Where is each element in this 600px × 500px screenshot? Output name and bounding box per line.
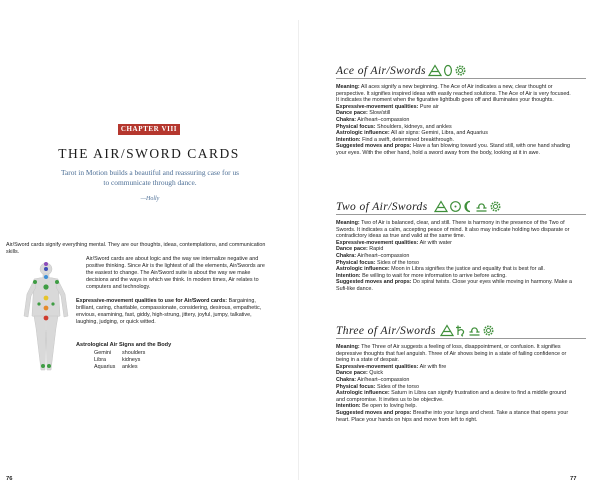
gear-wheel-icon <box>482 324 495 337</box>
field-line <box>336 410 574 423</box>
field-label: Dance pace: <box>336 246 368 253</box>
field-label: Physical focus: <box>336 383 376 390</box>
field-value: Have a fan blowing toward you. Stand still, with one hand shading your eyes. With the other hand, hold a sword away from the body, looking at it in awe. <box>336 143 571 156</box>
shoulder-marker-right <box>55 280 59 284</box>
heart-chakra <box>43 284 48 289</box>
card-symbols <box>434 198 502 214</box>
field-line <box>336 130 574 137</box>
card-title: Ace of Air/Swords <box>336 65 426 77</box>
page-number-right: 77 <box>570 476 577 482</box>
card-symbols <box>440 322 495 338</box>
field-value: Be open to loving help. <box>362 403 417 410</box>
chapter-title: THE AIR/SWORD CARDS <box>58 146 240 161</box>
field-line <box>336 240 574 247</box>
card-text-ace <box>336 84 574 157</box>
field-line <box>336 370 574 377</box>
field-line <box>336 279 574 292</box>
sign-name: Libra <box>94 357 106 363</box>
air-triangle-icon <box>440 324 454 337</box>
field-line <box>336 143 574 156</box>
paragraph-2: Air/Sword cards are about logic and the way we internalize negative and positive thinking. Since Air is the lightest of all the elements, Air/Swords are the easiest to change. The Air/Sword suite is about the way we make decisions and the ways in which we think. In modern times, Air relates to computers and technology. <box>86 256 265 290</box>
left-page <box>0 0 296 500</box>
field-label: Chakra: <box>336 116 357 123</box>
field-value: Saturn in Libra can signify frustration and a desire to find a middle ground and compromise. It invites us to be objective. <box>336 390 567 403</box>
card-text-three <box>336 344 574 423</box>
field-label: Suggested moves and props: <box>336 279 412 286</box>
meaning-label: Meaning: <box>336 84 360 90</box>
field-line <box>336 403 574 410</box>
ankle-marker-left <box>41 364 45 368</box>
epigraph-attribution: —Holly <box>140 196 160 202</box>
solar-plexus-chakra <box>44 296 49 301</box>
qualities-text: Bargaining, brilliant, caring, charitable, compassionate, considering, desirous, empathetic, envious, examining, fast, giddy, high-strung, jittery, joyful, jumpy, talkative, laughing, judging, or quick witted. <box>76 298 262 325</box>
field-label: Expressive-movement qualities: <box>336 103 419 110</box>
libra-icon <box>475 200 488 213</box>
field-line <box>336 124 574 131</box>
gear-wheel-icon <box>489 200 502 213</box>
field-line <box>336 253 574 260</box>
field-value: Breathe into your lungs and chest. Take a stance that opens your heart. Place your hands on hips and move from left to right. <box>336 409 569 423</box>
field-value: Do spiral twists. Close your eyes while moving in harmony. Make a Sufi-like dance. <box>336 279 572 292</box>
meaning-line <box>336 84 574 104</box>
field-value: Moon in Libra signifies the justice and equality that is best for all. <box>391 266 545 273</box>
throat-chakra <box>44 275 48 279</box>
root-chakra <box>44 316 49 321</box>
field-label: Physical focus: <box>336 259 376 266</box>
field-value: Air/heart–compassion <box>357 252 410 259</box>
meaning-text: All aces signify a new beginning. The Ace of Air indicates a new, clear thought or perspective. It signifies inspired ideas with easily reached solutions. The Ace of Air is very focused. It indicates the moment when the figurative lightbulb goes off and illuminates your thoughts. <box>336 84 571 104</box>
field-value: Sides of the torso <box>377 259 419 266</box>
meaning-line <box>336 344 574 364</box>
book-gutter <box>298 20 299 480</box>
field-label: Dance pace: <box>336 370 368 377</box>
sign-name: Gemini <box>94 350 112 356</box>
field-value: Air/heart–compassion <box>357 376 410 383</box>
field-line <box>336 273 574 280</box>
signs-title: Astrological Air Signs and the Body <box>76 342 172 348</box>
field-label: Expressive-movement qualities: <box>336 239 419 246</box>
field-label: Intention: <box>336 272 361 279</box>
card-text-two <box>336 220 574 293</box>
field-label: Suggested moves and props: <box>336 143 412 150</box>
field-label: Astrologic influence: <box>336 266 390 273</box>
field-line <box>336 104 574 111</box>
field-label: Chakra: <box>336 376 357 383</box>
meaning-line <box>336 220 574 240</box>
field-label: Intention: <box>336 136 361 143</box>
saturn-icon <box>455 324 467 337</box>
field-line <box>336 110 574 117</box>
field-value: Air with fire <box>419 363 447 370</box>
field-value: Quick <box>369 370 384 377</box>
card-title: Two of Air/Swords <box>336 201 428 213</box>
field-value: Find a swift, determined breakthrough. <box>362 136 455 143</box>
kidney-marker-right <box>51 302 54 305</box>
field-line <box>336 377 574 384</box>
field-label: Chakra: <box>336 252 357 259</box>
sign-name: Aquarius <box>94 364 116 370</box>
ankle-marker-right <box>47 364 51 368</box>
sign-row <box>94 350 145 357</box>
sign-body-part: ankles <box>122 364 138 370</box>
page-number-left: 76 <box>6 476 13 482</box>
gear-wheel-icon <box>454 64 467 77</box>
field-value: Air/heart–compassion <box>357 116 410 123</box>
sun-icon <box>449 200 462 213</box>
sign-row <box>94 357 145 364</box>
zero-circle-icon <box>443 64 453 77</box>
air-triangle-icon <box>428 64 442 77</box>
field-label: Astrologic influence: <box>336 390 390 397</box>
field-value: Air with water <box>419 239 452 246</box>
meaning-label: Meaning: <box>336 220 360 226</box>
meaning-text: Two of Air is balanced, clear, and still. There is harmony in the presence of the Two of Swords. It indicates a calm, accepting peace of mind. It also may indicate holding two disparate or contradictory ideas as true and valid at the same time. <box>336 220 570 240</box>
meaning-text: The Three of Air suggests a feeling of loss, disappointment, or confusion. It signifies depressive thoughts that fuel anguish. Three of Air shows being in a state of failing confidence or being in a state of despair. <box>336 344 567 364</box>
field-line <box>336 246 574 253</box>
field-line <box>336 390 574 403</box>
field-value: Be willing to wait for more information to arrive before acting. <box>362 272 507 279</box>
chakra-body-figure <box>20 260 72 376</box>
field-line <box>336 260 574 267</box>
field-value: All air signs: Gemini, Libra, and Aquarius <box>390 130 488 137</box>
field-line <box>336 266 574 273</box>
shoulder-marker-left <box>33 280 37 284</box>
field-label: Intention: <box>336 403 361 410</box>
air-triangle-icon <box>434 200 448 213</box>
field-line <box>336 384 574 391</box>
epigraph: Tarot in Motion builds a beautiful and reassuring case for us to communicate through dance. <box>60 168 240 187</box>
field-label: Astrologic influence: <box>336 130 390 137</box>
right-page <box>304 0 600 500</box>
sacral-chakra <box>44 306 49 311</box>
intro-paragraph: Air/Sword cards signify everything mental. They are our thoughts, ideas, contemplations, and communication skills. <box>6 242 266 255</box>
field-label: Physical focus: <box>336 123 376 130</box>
card-symbols <box>428 62 467 78</box>
crown-chakra <box>44 262 48 266</box>
sign-row <box>94 364 145 371</box>
signs-table <box>94 350 145 371</box>
meaning-label: Meaning: <box>336 344 360 350</box>
qualities-title: Expressive-movement qualities to use for Air/Sword cards: <box>76 298 228 304</box>
qualities-paragraph <box>76 298 268 326</box>
third-eye-chakra <box>44 267 48 271</box>
card-title: Three of Air/Swords <box>336 325 436 337</box>
libra-icon <box>468 324 481 337</box>
field-label: Suggested moves and props: <box>336 409 412 416</box>
sign-body-part: shoulders <box>122 350 146 356</box>
card-header-ace <box>336 58 586 79</box>
field-label: Expressive-movement qualities: <box>336 363 419 370</box>
field-value: Shoulders, kidneys, and ankles <box>377 123 452 130</box>
field-line <box>336 364 574 371</box>
sign-body-part: kidneys <box>122 357 141 363</box>
field-value: Slow/still <box>369 110 391 117</box>
kidney-marker-left <box>37 302 40 305</box>
field-value: Rapid <box>369 246 384 253</box>
chapter-label: CHAPTER VIII <box>118 124 180 135</box>
field-label: Dance pace: <box>336 110 368 117</box>
field-value: Sides of the torso <box>377 383 419 390</box>
card-header-two <box>336 194 586 215</box>
field-line <box>336 117 574 124</box>
card-header-three <box>336 318 586 339</box>
field-line <box>336 137 574 144</box>
moon-icon <box>463 200 474 213</box>
field-value: Pure air <box>419 103 439 110</box>
